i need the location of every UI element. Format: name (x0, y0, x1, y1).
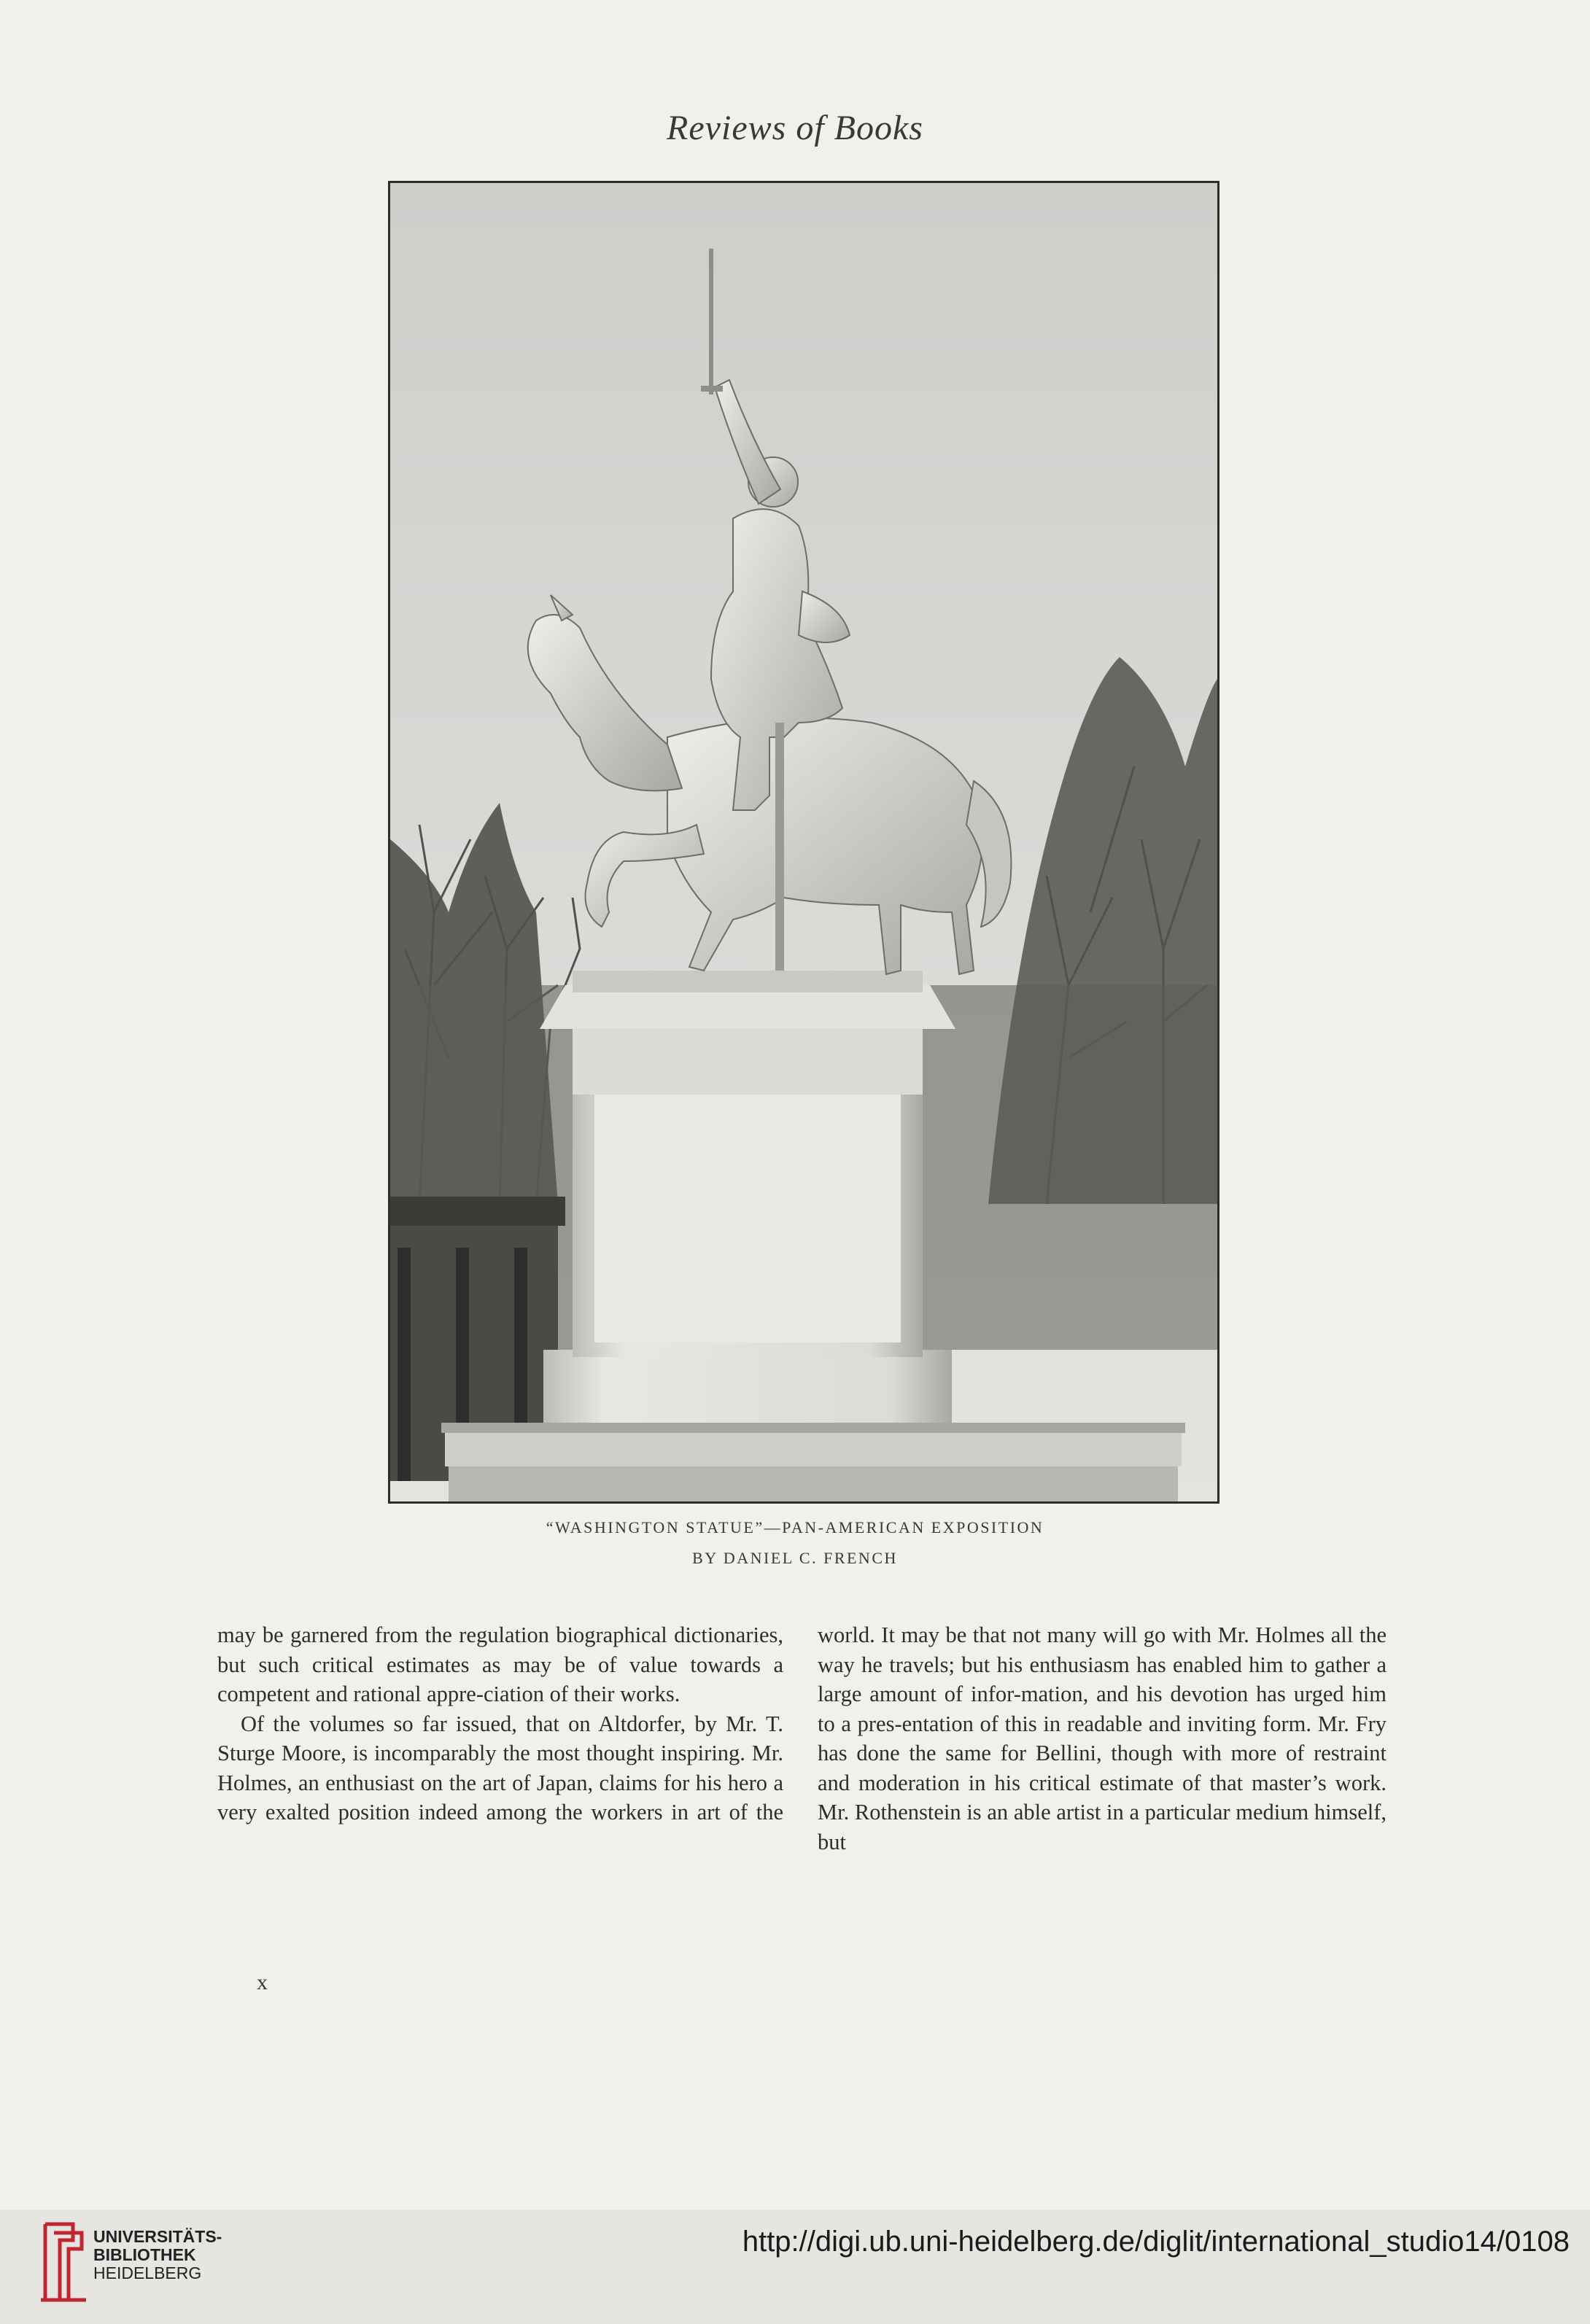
source-url-link[interactable]: http://digi.ub.uni-heidelberg.de/diglit/international_studio14/0108 (742, 2226, 1570, 2258)
paragraph: Of the volumes so far issued, that on Altdorfer, by Mr. T. Sturge Moore, is incomparably the most thought inspiring. Mr. Holmes, an enthusiast on the art of Japan, claims for his hero a very exalted position indeed among the workers in art of the (217, 1711, 783, 1824)
library-name-line3: HEIDELBERG (93, 2263, 202, 2282)
library-name (93, 2228, 222, 2282)
plate-caption-artist: BY DANIEL C. FRENCH (692, 1549, 898, 1567)
plate-caption-title: “WASHINGTON STATUE”—PAN-AMERICAN EXPOSITION (546, 1518, 1044, 1536)
statue-photo-illustration (390, 183, 1217, 1501)
page-folio: x (257, 1970, 268, 1994)
plate-photograph (388, 181, 1219, 1504)
paragraph: world. It may be that not many will go with Mr. Holmes all the way he travels; but his enthusiasm has enabled him to gather a large amount of infor-mation, and his devotion has urged him to a pres-entation of this in readable and inviting form. Mr. Fry has done the same for Bellini, though with more of restraint and moderation in his critical estimate of that master’s work. Mr. Rothenstein is an able artist in a particular medium himself, but (818, 1622, 1387, 1854)
running-head: Reviews of Books (667, 109, 923, 147)
library-name-line1: UNIVERSITÄTS- (93, 2227, 222, 2246)
text-column-right (818, 1620, 1387, 1857)
paragraph: may be garnered from the regulation biographical dictionaries, but such critical estimates as may be of value towards a competent and rational appre-ciation of their works. (217, 1622, 783, 1706)
library-name-line2: BIBLIOTHEK (93, 2245, 196, 2264)
text-column-left (217, 1620, 783, 1827)
library-logo-icon (38, 2218, 89, 2306)
